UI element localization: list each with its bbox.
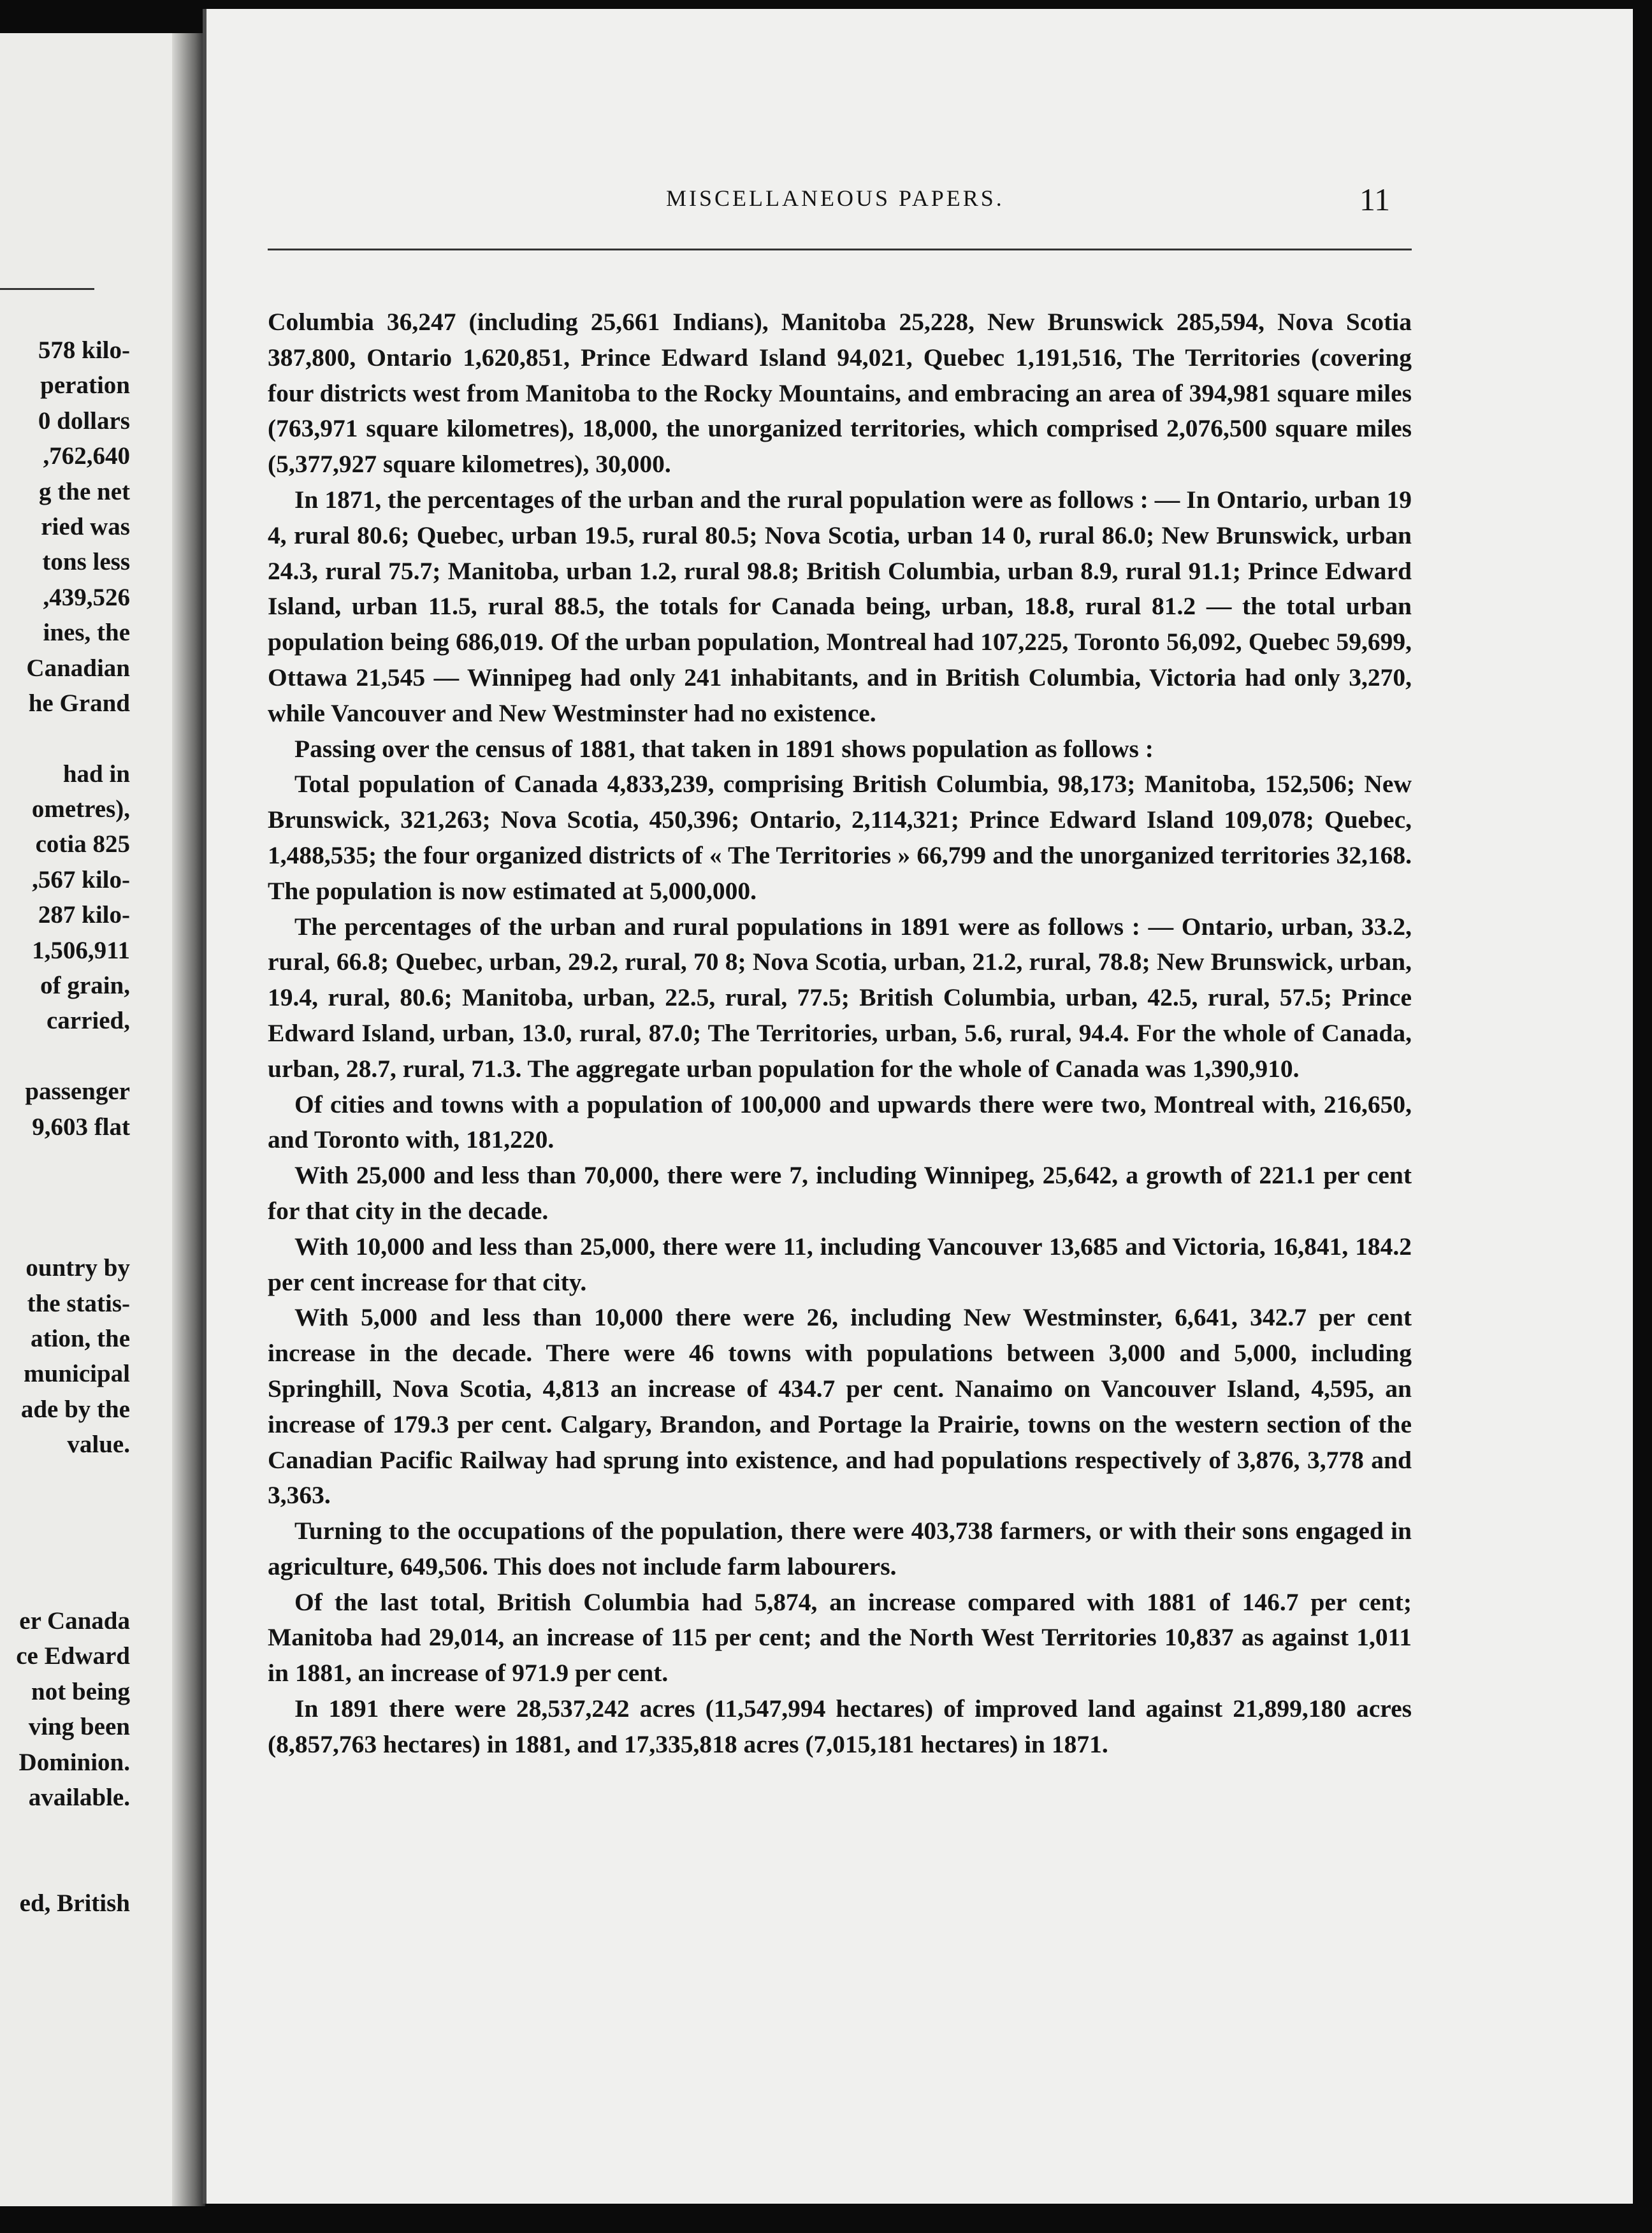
paragraph: In 1891 there were 28,537,242 acres (11,547,994 hectares) of improved land against 21,899,180 acres (8,857,763 hectares) in 1881, and 17,335,818 acres (7,015,181 hectares) in 1871. (268, 1695, 1412, 1758)
facing-page-line: ountry by (25, 1254, 130, 1282)
facing-page-line: available. (28, 1784, 130, 1812)
paragraph: Turning to the occupations of the population, there were 403,738 farmers, or with their sons engaged in agriculture, 649,506. This does not include farm labourers. (268, 1517, 1412, 1580)
facing-page-line (0, 1145, 191, 1180)
facing-page-line: not being (31, 1677, 130, 1705)
facing-page-line: value. (67, 1431, 130, 1459)
facing-page-line: Dominion. (18, 1748, 130, 1776)
facing-page-line: tons less (42, 548, 130, 576)
paragraph: With 25,000 and less than 70,000, there were 7, including Winnipeg, 25,642, a growth of 221.1 per cent for that city in the decade. (268, 1161, 1412, 1225)
facing-page-text-column (0, 333, 191, 1921)
facing-page-line (0, 1215, 191, 1250)
book-gutter (172, 33, 205, 2206)
facing-page-line (0, 1851, 191, 1886)
facing-page-line: ce Edward (16, 1642, 130, 1670)
facing-page-line: ade by the (20, 1395, 130, 1423)
facing-page (0, 33, 191, 2206)
facing-page-line (0, 1815, 191, 1850)
facing-page-line: cotia 825 (35, 830, 130, 858)
facing-page-line: passenger (25, 1078, 130, 1106)
paragraph: Passing over the census of 1881, that taken in 1891 shows population as follows : (294, 734, 1154, 763)
facing-page-line: municipal (24, 1360, 130, 1388)
paragraph: Of the last total, British Columbia had 5,874, an increase compared with 1881 of 146.7 per cent; Manitoba had 29,014, an increase of 115 per cent; and the North West Territories 10,837 as against 1,011 in 1881, an increase of 971.9 per cent. (268, 1587, 1412, 1687)
facing-page-line (0, 1568, 191, 1603)
header-rule (268, 249, 1412, 250)
paragraph: Of cities and towns with a population of 100,000 and upwards there were two, Montreal with, 216,650, and Toronto with, 181,220. (268, 1090, 1412, 1154)
facing-page-line: of grain, (40, 972, 130, 1000)
facing-page-line: the statis- (27, 1289, 130, 1317)
facing-page-line: 287 kilo- (38, 901, 130, 929)
page-number: 11 (1359, 182, 1391, 217)
facing-page-line: ines, the (43, 619, 130, 647)
paragraph: Total population of Canada 4,833,239, comprising British Columbia, 98,173; Manitoba, 152,506; New Brunswick, 321,263; Nova Scotia, 450,396; Ontario, 2,114,321; Prince Edward Island 109,078; Quebec, 1,488,535; the four organized districts of « The Territories » 66,799 and the unorganized territories 32,168. The population is now estimated at 5,000,000. (268, 770, 1412, 905)
facing-page-line (0, 1498, 191, 1533)
facing-page-line: he Grand (28, 689, 130, 717)
body-text (268, 305, 1412, 1763)
facing-page-line: ,439,526 (43, 583, 130, 611)
running-head: MISCELLANEOUS PAPERS. (666, 185, 1004, 211)
facing-page-line: ,762,640 (43, 442, 130, 470)
facing-page-line (0, 1039, 191, 1074)
facing-page-line (0, 1533, 191, 1568)
facing-page-line: 0 dollars (38, 407, 130, 435)
facing-page-line: carried, (46, 1007, 130, 1035)
facing-page-line: ed, British (19, 1890, 130, 1918)
paragraph: In 1871, the percentages of the urban and the rural population were as follows : — In Ontario, urban 19 4, rural 80.6; Quebec, urban 19.5, rural 80.5; Nova Scotia, urban 14 0, rural 86.0; New Brunswick, urban 24.3, rural 75.7; Manitoba, urban 1.2, rural 98.8; British Columbia, urban 8.9, rural 91.1; Prince Edward Island, urban 11.5, rural 88.5, the totals for Canada being, urban, 18.8, rural 81.2 — the total urban population being 686,019. Of the urban population, Montreal had 107,225, Toronto 56,092, Quebec 59,699, Ottawa 21,545 — Winnipeg had only 241 inhabitants, and in British Columbia, Victoria had only 3,270, while Vancouver and New Westminster had no existence. (268, 485, 1412, 727)
facing-page-line: ried was (41, 512, 130, 540)
paragraph: The percentages of the urban and rural populations in 1891 were as follows : — Ontario, urban, 33.2, rural, 66.8; Quebec, urban, 29.2, rural, 70 8; Nova Scotia, urban, 21.2, rural, 78.8; New Brunswick, urban, 19.4, rural, 80.6; Manitoba, urban, 22.5, rural, 77.5; British Columbia, urban, 42.5, rural, 57.5; Prince Edward Island, urban, 13.0, rural, 87.0; The Territories, urban, 5.6, rural, 94.4. For the whole of Canada, urban, 28.7, rural, 71.3. The aggregate urban population for the whole of Canada was 1,390,910. (268, 912, 1412, 1083)
facing-page-rule (0, 288, 94, 290)
facing-page-line: ometres), (31, 795, 130, 823)
facing-page-line: ,567 kilo- (32, 865, 130, 893)
facing-page-line (0, 721, 191, 756)
facing-page-line: 9,603 flat (32, 1113, 130, 1141)
facing-page-line: had in (62, 760, 130, 788)
facing-page-line (0, 1180, 191, 1215)
facing-page-line (0, 1463, 191, 1498)
page-header (268, 182, 1409, 223)
facing-page-line: g the net (39, 477, 130, 505)
facing-page-line: peration (40, 372, 130, 400)
paragraph: With 5,000 and less than 10,000 there were 26, including New Westminster, 6,641, 342.7 per cent increase in the decade. There were 46 towns with populations between 3,000 and 5,000, including Springhill, Nova Scotia, 4,813 an increase of 434.7 per cent. Nanaimo on Vancouver Island, 4,595, an increase of 179.3 per cent. Calgary, Brandon, and Portage la Prairie, towns on the western section of the Canadian Pacific Railway had sprung into existence, and had populations respectively of 3,876, 3,778 and 3,363. (268, 1303, 1412, 1510)
paragraph: Columbia 36,247 (including 25,661 Indians), Manitoba 25,228, New Brunswick 285,594, Nova Scotia 387,800, Ontario 1,620,851, Prince Edward Island 94,021, Quebec 1,191,516, The Territories (covering four districts west from Manitoba to the Rocky Mountains, and embracing an area of 394,981 square miles (763,971 square kilometres), 18,000, the unorganized territories, which comprised 2,076,500 square miles (5,377,927 square kilometres), 30,000. (268, 308, 1412, 479)
paragraph: With 10,000 and less than 25,000, there were 11, including Vancouver 13,685 and Victoria, 16,841, 184.2 per cent increase for that city. (268, 1232, 1412, 1296)
facing-page-line: er Canada (19, 1607, 130, 1635)
facing-page-line: Canadian (26, 654, 130, 682)
facing-page-line: 1,506,911 (32, 936, 130, 964)
facing-page-line: ving been (28, 1713, 130, 1741)
facing-page-line: ation, the (31, 1324, 130, 1352)
facing-page-line: 578 kilo- (38, 336, 130, 364)
